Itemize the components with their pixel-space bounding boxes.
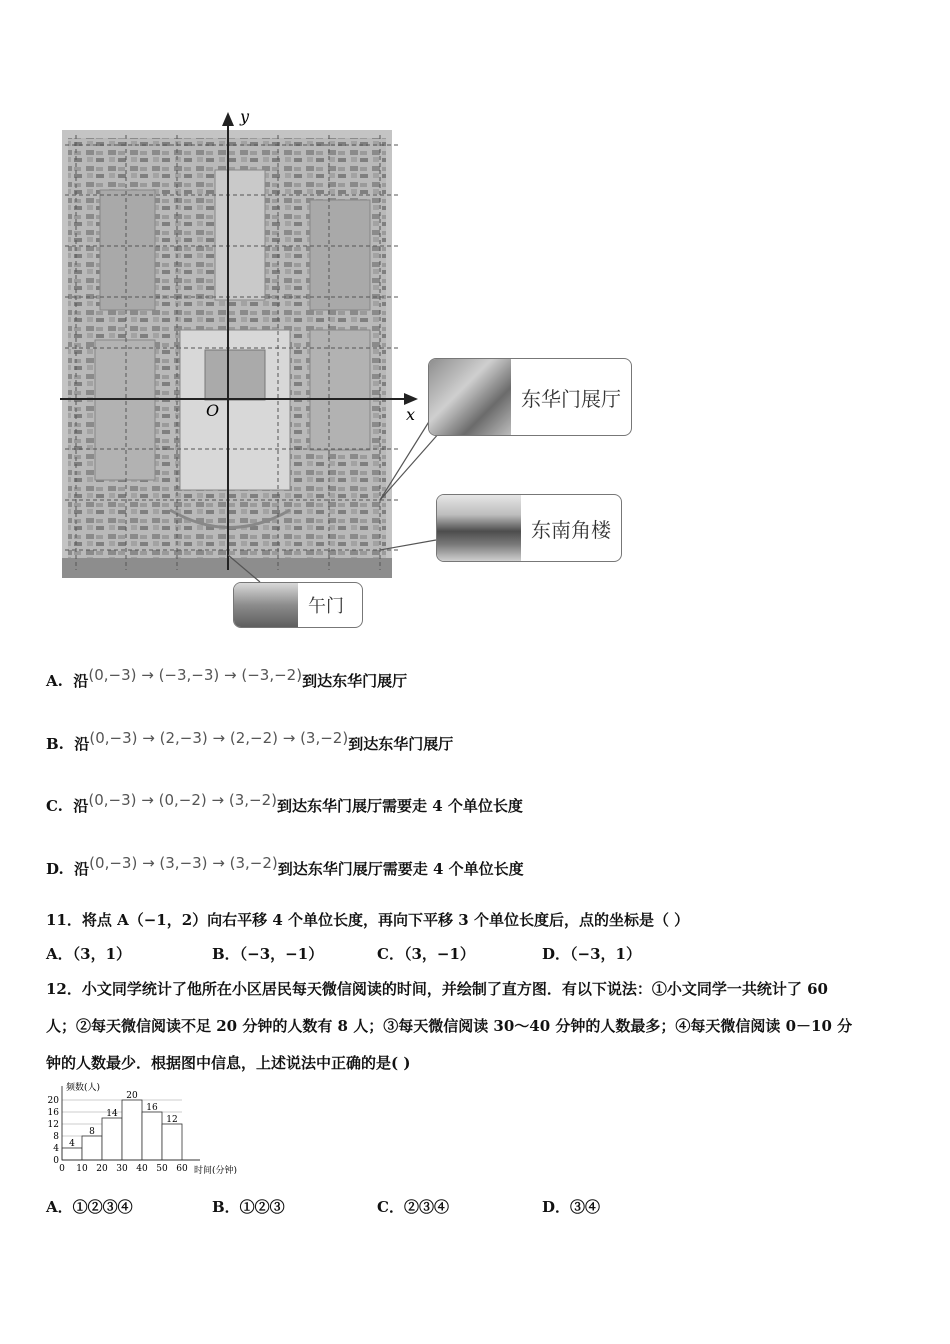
option-letter: A. xyxy=(46,672,63,690)
bar-value-label: 14 xyxy=(106,1109,118,1119)
y-tick-label: 20 xyxy=(47,1096,59,1106)
histogram-bar xyxy=(162,1124,182,1160)
option-formula: (0,−3) → (2,−3) → (2,−2) → (3,−2) xyxy=(89,729,349,747)
y-tick-label: 8 xyxy=(53,1132,59,1142)
callout-corner-tower xyxy=(436,494,622,562)
q12-stem-line2: 人；②每天微信阅读不足 20 分钟的人数有 8 人；③每天微信阅读 30～40 分钟的人数最多；④每天微信阅读 0－10 分 xyxy=(46,1017,853,1035)
y-tick-label: 0 xyxy=(53,1156,59,1166)
option-prefix: 沿 xyxy=(74,860,90,878)
y-tick-label: 12 xyxy=(47,1120,59,1130)
histogram-svg xyxy=(40,1082,260,1174)
x-tick-label: 0 xyxy=(59,1164,65,1174)
x-axis-title: 时间(分钟) xyxy=(194,1166,238,1174)
q12-choice-d: D．③④ xyxy=(542,1198,601,1216)
callout-wumen-label: 午门 xyxy=(308,596,344,617)
q10-option-a xyxy=(46,666,408,691)
bar-value-label: 12 xyxy=(166,1115,178,1125)
y-axis-label: y xyxy=(240,107,250,126)
x-tick-label: 30 xyxy=(116,1164,128,1174)
origin-label: O xyxy=(206,401,220,420)
q11-choice-d: D．（−3，1） xyxy=(542,945,641,963)
x-axis-arrow xyxy=(404,393,418,405)
q11-choice-c: C．（3，−1） xyxy=(377,945,475,963)
option-prefix: 沿 xyxy=(73,672,89,690)
x-tick-label: 50 xyxy=(156,1164,168,1174)
q11-stem: 11．将点 A（−1，2）向右平移 4 个单位长度，再向下平移 3 个单位长度后，点的坐标是（ ） xyxy=(46,911,690,929)
inner-court xyxy=(215,170,265,300)
callout-wumen xyxy=(233,582,363,628)
q12-choice-c: C．②③④ xyxy=(377,1198,449,1216)
q12-stem-line1: 12．小文同学统计了他所在小区居民每天微信阅读的时间，并绘制了直方图．有以下说法：①小文同学一共统计了 60 xyxy=(46,980,828,998)
callout-donghuamen-label: 东华门展厅 xyxy=(521,386,621,411)
callout-donghuamen xyxy=(428,358,632,436)
corner-tower-photo xyxy=(437,495,521,561)
bar-value-label: 16 xyxy=(146,1103,158,1113)
q10-option-d xyxy=(46,854,524,879)
option-letter: D. xyxy=(46,860,64,878)
y-axis-title: 频数(人) xyxy=(66,1083,101,1093)
option-suffix: 到达东华门展厅 xyxy=(348,735,454,753)
x-tick-label: 10 xyxy=(76,1164,88,1174)
option-suffix: 到达东华门展厅需要走 4 个单位长度 xyxy=(276,797,523,815)
donghuamen-photo xyxy=(429,359,511,435)
option-letter: C. xyxy=(46,797,63,815)
option-formula: (0,−3) → (3,−3) → (3,−2) xyxy=(89,854,278,872)
option-suffix: 到达东华门展厅 xyxy=(302,672,408,690)
bar-value-label: 20 xyxy=(126,1091,138,1101)
option-formula: (0,−3) → (0,−2) → (3,−2) xyxy=(88,791,277,809)
q12-choice-b: B．①②③ xyxy=(212,1198,285,1216)
histogram-bar xyxy=(122,1100,142,1160)
x-axis-label: x xyxy=(406,405,416,424)
y-tick-label: 4 xyxy=(53,1144,59,1154)
option-formula: (0,−3) → (−3,−3) → (−3,−2) xyxy=(88,666,303,684)
q12-choice-a: A．①②③④ xyxy=(46,1198,133,1216)
wumen-photo xyxy=(234,583,298,627)
q10-option-c xyxy=(46,791,523,816)
option-suffix: 到达东华门展厅需要走 4 个单位长度 xyxy=(277,860,524,878)
reading-time-histogram xyxy=(40,1082,260,1174)
histogram-bar xyxy=(62,1148,82,1160)
q11-choice-b: B．（−3，−1） xyxy=(212,945,324,963)
option-prefix: 沿 xyxy=(73,797,89,815)
bar-value-label: 4 xyxy=(69,1139,75,1149)
palace-map-figure xyxy=(40,100,660,635)
q12-stem-line3: 钟的人数最少．根据图中信息，上述说法中正确的是( ) xyxy=(46,1054,411,1072)
callout-corner-tower-label: 东南角楼 xyxy=(531,517,611,542)
x-tick-label: 20 xyxy=(96,1164,108,1174)
histogram-bar xyxy=(102,1118,122,1160)
histogram-bar xyxy=(142,1112,162,1160)
y-axis-arrow xyxy=(222,112,234,126)
option-letter: B. xyxy=(46,735,64,753)
q10-option-b xyxy=(46,729,454,754)
central-hall xyxy=(205,350,265,400)
bar-value-label: 8 xyxy=(89,1127,95,1137)
histogram-bar xyxy=(82,1136,102,1160)
x-tick-label: 40 xyxy=(136,1164,148,1174)
option-prefix: 沿 xyxy=(74,735,90,753)
y-tick-label: 16 xyxy=(47,1108,59,1118)
q11-choice-a: A．（3，1） xyxy=(46,945,132,963)
x-tick-label: 60 xyxy=(176,1164,188,1174)
